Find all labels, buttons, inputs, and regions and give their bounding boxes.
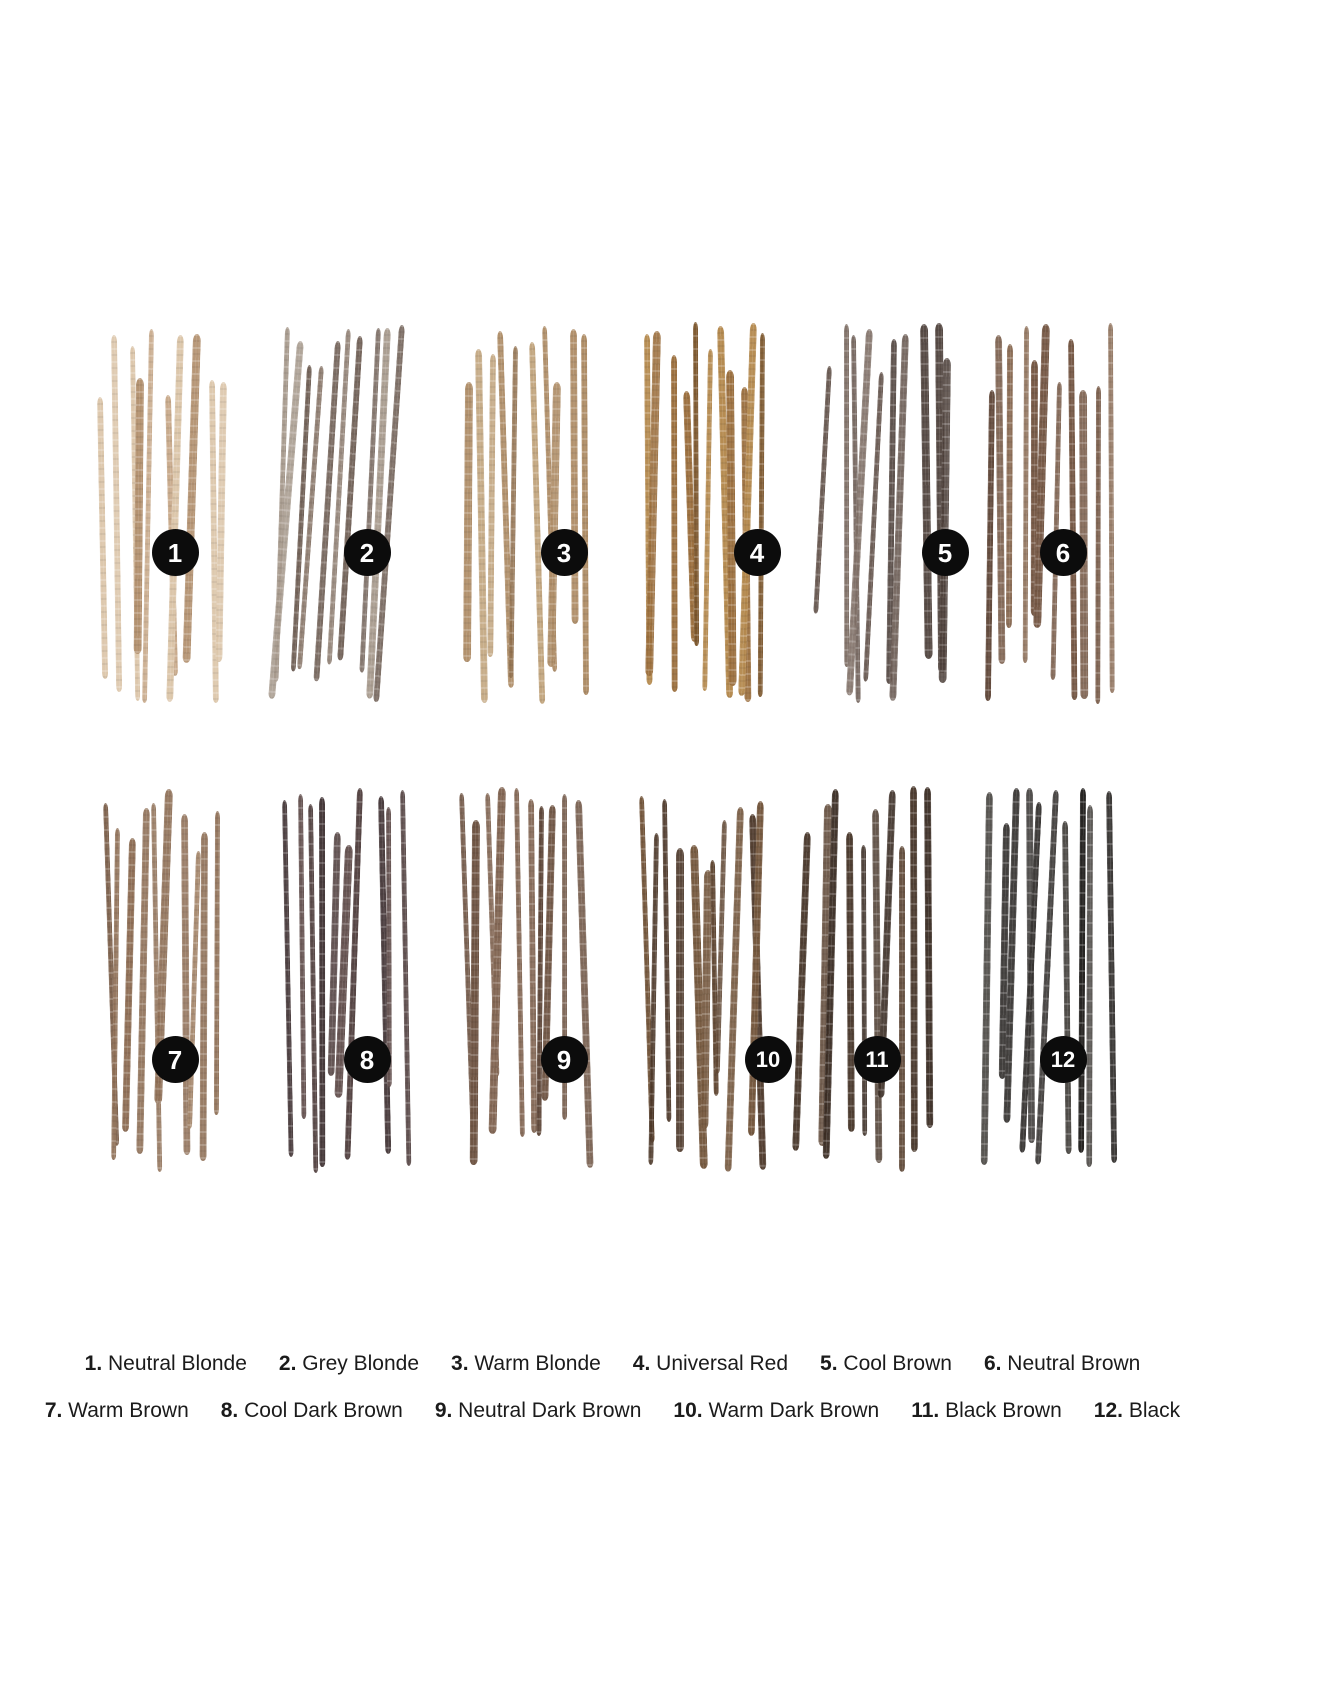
shade-legend	[0, 1340, 1225, 1434]
pencil-stroke	[134, 378, 144, 654]
legend-item-number: 4.	[632, 1352, 651, 1375]
legend-item-number: 11.	[911, 1399, 940, 1422]
legend-item-10	[673, 1387, 879, 1434]
legend-item-5	[820, 1340, 952, 1387]
shade-number: 4	[749, 537, 765, 568]
legend-item-name: Warm Dark Brown	[702, 1399, 880, 1422]
pencil-stroke	[463, 382, 472, 662]
pencil-stroke	[1106, 791, 1118, 1163]
pencil-stroke	[715, 820, 727, 1074]
shade-number: 11	[865, 1046, 889, 1072]
legend-row-2	[0, 1387, 1225, 1434]
pencil-stroke	[581, 334, 589, 695]
pencil-stroke	[1086, 805, 1093, 1167]
pencil-stroke	[920, 324, 933, 659]
shade-number-badge	[922, 529, 969, 576]
legend-item-11	[911, 1387, 1062, 1434]
pencil-stroke	[702, 349, 712, 691]
legend-item-name: Neutral Blonde	[102, 1352, 247, 1375]
pencil-stroke	[400, 790, 412, 1166]
pencil-stroke	[726, 370, 736, 686]
legend-item-name: Universal Red	[650, 1352, 789, 1375]
legend-item-number: 7.	[44, 1399, 63, 1422]
pencil-stroke	[671, 355, 678, 692]
legend-item-6	[984, 1340, 1140, 1387]
pencil-stroke	[575, 800, 593, 1168]
pencil-stroke	[319, 797, 325, 1167]
shade-number-badge	[344, 1036, 391, 1083]
legend-item-name: Neutral Dark Brown	[452, 1399, 642, 1422]
shade-number-badge	[152, 529, 199, 576]
swatch-cell-12	[978, 782, 1128, 1177]
shade-number-badge	[745, 1036, 792, 1083]
swatch-cell-1	[100, 318, 250, 708]
pencil-stroke	[758, 333, 765, 697]
shade-number: 8	[359, 1044, 375, 1075]
pencil-stroke	[1062, 821, 1071, 1154]
legend-item-name: Warm Brown	[62, 1399, 189, 1422]
pencil-stroke	[1095, 386, 1101, 704]
pencil-stroke	[1006, 344, 1013, 628]
pencil-stroke	[1023, 326, 1029, 663]
swatch-cell-4	[627, 318, 777, 708]
pencil-stroke	[725, 807, 745, 1172]
legend-item-4	[633, 1340, 788, 1387]
pencil-stroke	[514, 788, 525, 1137]
legend-item-number: 3.	[451, 1352, 469, 1375]
shade-number: 9	[556, 1044, 572, 1075]
pencil-stroke	[529, 341, 545, 703]
pencil-stroke	[470, 820, 480, 1165]
shade-number: 12	[1050, 1046, 1076, 1072]
legend-item-8	[221, 1387, 403, 1434]
swatch-cell-10	[627, 782, 781, 1177]
pencil-stroke	[676, 848, 684, 1152]
pencil-stroke	[122, 838, 136, 1132]
shade-number-badge	[541, 529, 588, 576]
pencil-stroke	[995, 335, 1006, 664]
swatch-cell-3	[451, 318, 601, 708]
pencil-stroke	[200, 832, 208, 1161]
pencil-stroke	[282, 799, 294, 1156]
pencil-stroke	[488, 354, 497, 657]
shade-number: 2	[359, 537, 375, 568]
swatch-cell-9	[451, 782, 601, 1177]
legend-item-1	[85, 1340, 247, 1387]
pencil-stroke	[1108, 323, 1114, 693]
swatch-cell-11	[802, 782, 952, 1177]
shade-number: 3	[556, 537, 572, 568]
legend-item-12	[1094, 1387, 1180, 1434]
pencil-stroke	[182, 334, 200, 663]
shade-number-badge	[1040, 1036, 1087, 1083]
legend-item-7	[45, 1387, 189, 1434]
pencil-stroke	[981, 791, 993, 1164]
pencil-stroke	[899, 846, 906, 1172]
shade-number: 5	[937, 537, 953, 568]
legend-item-3	[451, 1340, 601, 1387]
legend-item-name: Neutral Brown	[1001, 1352, 1141, 1375]
swatch-cell-8	[276, 782, 426, 1177]
legend-item-name: Black Brown	[939, 1399, 1062, 1422]
pencil-stroke	[844, 324, 849, 667]
shade-number-badge	[1040, 529, 1087, 576]
shade-number: 10	[755, 1046, 781, 1072]
swatch-cell-6	[978, 318, 1128, 708]
legend-item-2	[279, 1340, 419, 1387]
legend-item-name: Cool Brown	[837, 1352, 952, 1375]
swatch-cell-5	[802, 318, 952, 708]
pencil-stroke	[215, 382, 226, 662]
pencil-stroke	[508, 346, 517, 678]
shade-number: 6	[1055, 537, 1071, 568]
legend-item-number: 8.	[220, 1399, 239, 1422]
shade-number: 7	[167, 1044, 183, 1075]
shade-number-badge	[854, 1036, 901, 1083]
pencil-stroke	[861, 845, 868, 1136]
pencil-stroke	[846, 832, 855, 1132]
shade-number-badge	[344, 529, 391, 576]
legend-item-name: Cool Dark Brown	[238, 1399, 403, 1422]
pencil-stroke	[97, 397, 108, 679]
shade-number: 1	[167, 537, 183, 568]
pencil-stroke	[136, 808, 149, 1154]
swatch-cell-2	[276, 318, 426, 708]
legend-item-name: Grey Blonde	[296, 1352, 420, 1375]
pencil-stroke	[214, 811, 220, 1115]
pencil-stroke	[570, 329, 579, 624]
pencil-stroke	[813, 366, 831, 614]
legend-item-number: 12.	[1093, 1399, 1123, 1422]
legend-item-name: Warm Blonde	[468, 1352, 601, 1375]
pencil-stroke	[985, 390, 995, 701]
pencil-stroke	[111, 335, 122, 692]
pencil-stroke	[1078, 788, 1086, 1153]
legend-item-number: 1.	[84, 1352, 103, 1375]
swatch-cell-7	[100, 782, 250, 1177]
pencil-stroke	[344, 788, 363, 1160]
pencil-stroke	[910, 786, 918, 1152]
pencil-stroke	[662, 799, 672, 1122]
pencil-stroke	[386, 807, 392, 1087]
pencil-stroke	[924, 787, 934, 1128]
pencil-stroke	[308, 804, 318, 1173]
pencil-stroke	[528, 799, 537, 1133]
pencil-stroke	[693, 322, 699, 646]
legend-row-1	[0, 1340, 1225, 1387]
pencil-stroke	[1068, 339, 1077, 700]
legend-item-name: Black	[1122, 1399, 1181, 1422]
pencil-stroke	[792, 832, 811, 1151]
legend-item-number: 9.	[434, 1399, 453, 1422]
pencil-stroke	[111, 828, 120, 1160]
legend-item-9	[435, 1387, 642, 1434]
pencil-stroke	[298, 794, 306, 1119]
legend-item-number: 6.	[983, 1352, 1002, 1375]
shade-number-badge	[541, 1036, 588, 1083]
legend-item-number: 10.	[673, 1399, 703, 1422]
legend-item-number: 2.	[278, 1352, 297, 1375]
shade-number-badge	[734, 529, 781, 576]
legend-item-number: 5.	[820, 1352, 838, 1375]
shade-number-badge	[152, 1036, 199, 1083]
